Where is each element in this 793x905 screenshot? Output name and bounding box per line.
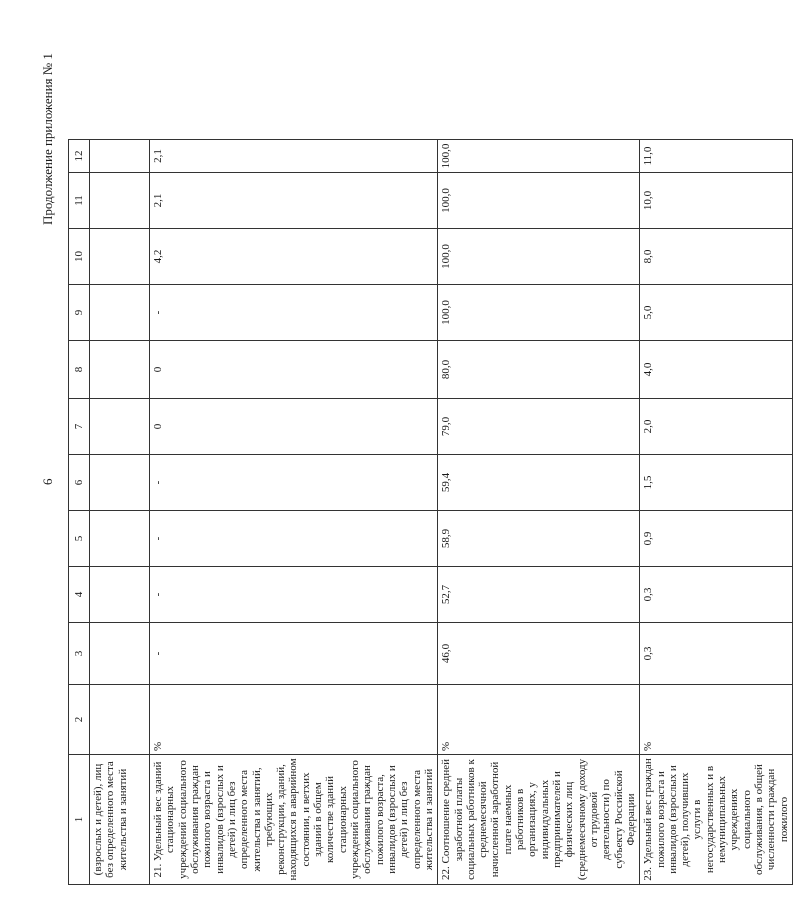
table-row xyxy=(640,140,793,885)
value-cell: 8,0 xyxy=(640,229,793,285)
value-cell: 2,0 xyxy=(640,399,793,455)
value-cell: - xyxy=(150,623,438,685)
header-cell: 7 xyxy=(69,399,90,455)
value-cell xyxy=(90,341,150,399)
header-cell: 6 xyxy=(69,455,90,511)
table-header-row xyxy=(69,140,90,885)
value-cell: 79,0 xyxy=(438,399,640,455)
header-cell: 11 xyxy=(69,173,90,229)
value-cell: 5,0 xyxy=(640,285,793,341)
value-cell: 100,0 xyxy=(438,285,640,341)
value-cell: - xyxy=(150,285,438,341)
value-cell: 10,0 xyxy=(640,173,793,229)
value-cell: - xyxy=(150,511,438,567)
value-cell xyxy=(90,455,150,511)
value-cell: 52,7 xyxy=(438,567,640,623)
value-cell: - xyxy=(150,455,438,511)
value-cell: 2,1 xyxy=(150,140,438,173)
unit-cell: % xyxy=(640,685,793,755)
value-cell: 1,5 xyxy=(640,455,793,511)
value-cell: 0,9 xyxy=(640,511,793,567)
value-cell: 0 xyxy=(150,399,438,455)
indicator-description: 21. Удельный вес зданий стационарных учреждений социального обслуживания граждан пожилого возраста и инвалидов (взрослых и детей) и лиц без определенного места жительства и занятий, требующих реконструкции, зданий, находящихся в аварийном состоянии, и ветхих зданий в общем количестве зданий стационарных учреждений социального обслуживания граждан пожилого возраста, инвалидов (взрослых и детей) и лиц без определенного места жительства и занятий xyxy=(150,755,438,885)
indicator-description: 22. Соотношение средней заработной платы социальных работников к среднемесячной начисленной заработной плате наемных работников в организациях, у индивидуальных предпринимателей и физических лиц (среднемесячному доходу от трудовой деятельности) по субъекту Российской Федерации xyxy=(438,755,640,885)
indicators-table xyxy=(68,139,793,885)
table-row xyxy=(438,140,640,885)
value-cell xyxy=(90,140,150,173)
value-cell: 4,0 xyxy=(640,341,793,399)
value-cell: - xyxy=(150,567,438,623)
value-cell: 58,9 xyxy=(438,511,640,567)
value-cell xyxy=(90,229,150,285)
unit-cell xyxy=(90,685,150,755)
value-cell: 0 xyxy=(150,341,438,399)
value-cell: 100,0 xyxy=(438,229,640,285)
indicator-description: (взрослых и детей), лиц без определенного места жительства и занятий xyxy=(90,755,150,885)
header-cell: 3 xyxy=(69,623,90,685)
header-cell: 4 xyxy=(69,567,90,623)
value-cell xyxy=(90,567,150,623)
value-cell xyxy=(90,173,150,229)
value-cell xyxy=(90,399,150,455)
value-cell: 100,0 xyxy=(438,173,640,229)
header-cell: 10 xyxy=(69,229,90,285)
header-cell: 1 xyxy=(69,755,90,885)
unit-cell: % xyxy=(150,685,438,755)
table-row xyxy=(150,140,438,885)
value-cell: 80,0 xyxy=(438,341,640,399)
header-cell: 5 xyxy=(69,511,90,567)
header-cell: 8 xyxy=(69,341,90,399)
header-cell: 2 xyxy=(69,685,90,755)
value-cell: 59,4 xyxy=(438,455,640,511)
value-cell xyxy=(90,623,150,685)
unit-cell: % xyxy=(438,685,640,755)
value-cell xyxy=(90,511,150,567)
table-row xyxy=(90,140,150,885)
header-cell: 12 xyxy=(69,140,90,173)
value-cell: 100,0 xyxy=(438,140,640,173)
value-cell: 4,2 xyxy=(150,229,438,285)
value-cell: 46,0 xyxy=(438,623,640,685)
value-cell: 0,3 xyxy=(640,567,793,623)
page-number: 6 xyxy=(40,478,55,485)
value-cell: 0,3 xyxy=(640,623,793,685)
value-cell: 11,0 xyxy=(640,140,793,173)
header-cell: 9 xyxy=(69,285,90,341)
indicator-description: 23. Удельный вес граждан пожилого возраста и инвалидов (взрослых и детей), получивших услуги в негосударственных и в немуниципальных учреждениях социального обслуживания, в общей численности граждан пожилого xyxy=(640,755,793,885)
value-cell xyxy=(90,285,150,341)
continuation-title: Продолжение приложения № 1 xyxy=(40,53,55,225)
value-cell: 2,1 xyxy=(150,173,438,229)
